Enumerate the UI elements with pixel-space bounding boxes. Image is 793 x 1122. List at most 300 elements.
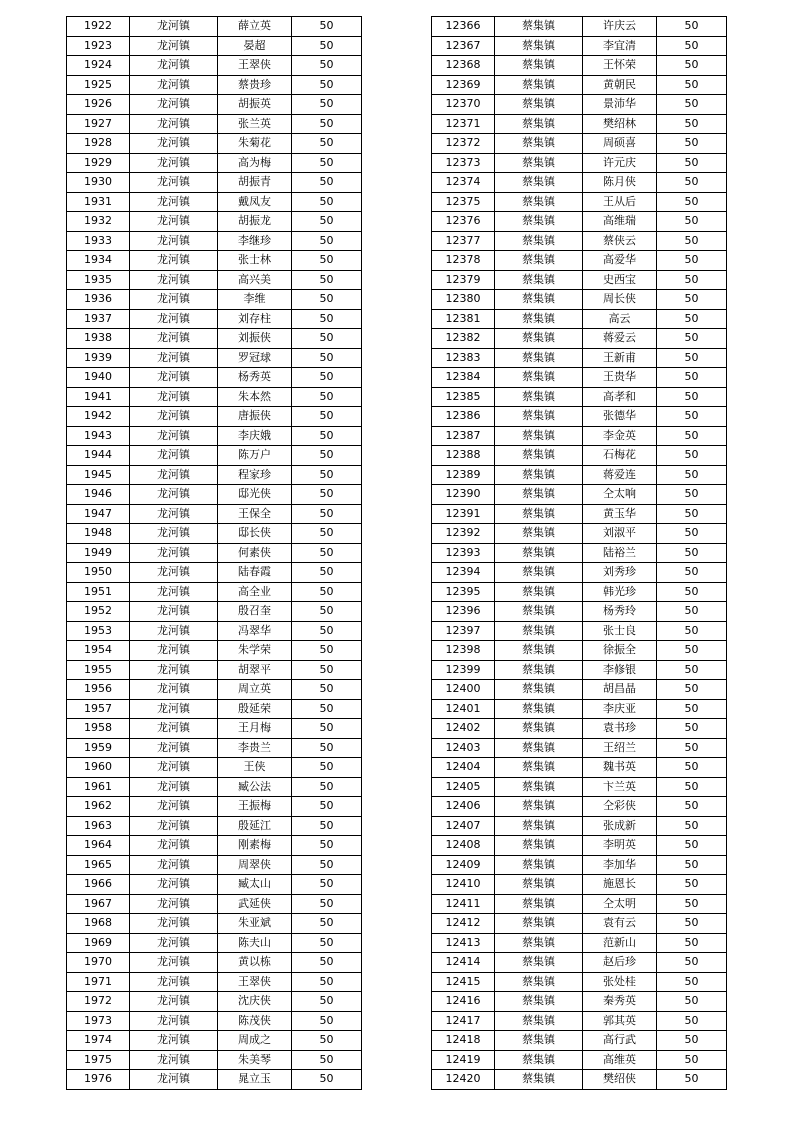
amount-cell: 50 bbox=[657, 212, 727, 232]
serial-number-cell: 12390 bbox=[432, 485, 495, 505]
amount-cell: 50 bbox=[657, 816, 727, 836]
serial-number-cell: 12418 bbox=[432, 1031, 495, 1051]
name-cell: 朱本然 bbox=[218, 387, 292, 407]
town-cell: 蔡集镇 bbox=[495, 1050, 583, 1070]
name-cell: 袁有云 bbox=[583, 914, 657, 934]
amount-cell: 50 bbox=[657, 348, 727, 368]
table-row bbox=[432, 1031, 727, 1051]
name-cell: 张德华 bbox=[583, 407, 657, 427]
serial-number-cell: 1946 bbox=[67, 485, 130, 505]
town-cell: 蔡集镇 bbox=[495, 758, 583, 778]
amount-cell: 50 bbox=[657, 192, 727, 212]
amount-cell: 50 bbox=[657, 933, 727, 953]
amount-cell: 50 bbox=[657, 407, 727, 427]
name-cell: 李加华 bbox=[583, 855, 657, 875]
table-row bbox=[432, 933, 727, 953]
name-cell: 高孝和 bbox=[583, 387, 657, 407]
name-cell: 邸长侠 bbox=[218, 524, 292, 544]
table-row bbox=[67, 1011, 362, 1031]
amount-cell: 50 bbox=[292, 485, 362, 505]
table-row bbox=[432, 290, 727, 310]
amount-cell: 50 bbox=[292, 368, 362, 388]
serial-number-cell: 12386 bbox=[432, 407, 495, 427]
town-cell: 蔡集镇 bbox=[495, 953, 583, 973]
amount-cell: 50 bbox=[657, 1050, 727, 1070]
amount-cell: 50 bbox=[657, 75, 727, 95]
table-row bbox=[67, 231, 362, 251]
name-cell: 施恩长 bbox=[583, 875, 657, 895]
amount-cell: 50 bbox=[657, 231, 727, 251]
name-cell: 高云 bbox=[583, 309, 657, 329]
amount-cell: 50 bbox=[657, 602, 727, 622]
town-cell: 蔡集镇 bbox=[495, 95, 583, 115]
amount-cell: 50 bbox=[292, 75, 362, 95]
town-cell: 龙河镇 bbox=[130, 602, 218, 622]
town-cell: 龙河镇 bbox=[130, 1011, 218, 1031]
table-row bbox=[67, 75, 362, 95]
name-cell: 高全业 bbox=[218, 582, 292, 602]
table-row bbox=[432, 602, 727, 622]
town-cell: 蔡集镇 bbox=[495, 153, 583, 173]
town-cell: 蔡集镇 bbox=[495, 972, 583, 992]
name-cell: 高维瑞 bbox=[583, 212, 657, 232]
table-row bbox=[67, 387, 362, 407]
name-cell: 胡翠平 bbox=[218, 660, 292, 680]
town-cell: 蔡集镇 bbox=[495, 309, 583, 329]
serial-number-cell: 12414 bbox=[432, 953, 495, 973]
serial-number-cell: 1957 bbox=[67, 699, 130, 719]
town-cell: 蔡集镇 bbox=[495, 699, 583, 719]
name-cell: 陈茂侠 bbox=[218, 1011, 292, 1031]
amount-cell: 50 bbox=[292, 680, 362, 700]
amount-cell: 50 bbox=[292, 621, 362, 641]
town-cell: 蔡集镇 bbox=[495, 114, 583, 134]
name-cell: 程家珍 bbox=[218, 465, 292, 485]
amount-cell: 50 bbox=[657, 582, 727, 602]
name-cell: 许庆云 bbox=[583, 17, 657, 37]
table-row bbox=[432, 426, 727, 446]
name-cell: 蔡侠云 bbox=[583, 231, 657, 251]
amount-cell: 50 bbox=[657, 680, 727, 700]
amount-cell: 50 bbox=[292, 992, 362, 1012]
table-row bbox=[432, 758, 727, 778]
town-cell: 龙河镇 bbox=[130, 621, 218, 641]
table-row bbox=[67, 426, 362, 446]
town-cell: 蔡集镇 bbox=[495, 621, 583, 641]
amount-cell: 50 bbox=[292, 563, 362, 583]
serial-number-cell: 1937 bbox=[67, 309, 130, 329]
town-cell: 龙河镇 bbox=[130, 251, 218, 271]
town-cell: 龙河镇 bbox=[130, 719, 218, 739]
name-cell: 张成新 bbox=[583, 816, 657, 836]
amount-cell: 50 bbox=[657, 543, 727, 563]
amount-cell: 50 bbox=[292, 329, 362, 349]
amount-cell: 50 bbox=[292, 797, 362, 817]
name-cell: 殷召奎 bbox=[218, 602, 292, 622]
amount-cell: 50 bbox=[657, 368, 727, 388]
table-row bbox=[67, 875, 362, 895]
amount-cell: 50 bbox=[657, 914, 727, 934]
amount-cell: 50 bbox=[657, 719, 727, 739]
name-cell: 唐振侠 bbox=[218, 407, 292, 427]
serial-number-cell: 1962 bbox=[67, 797, 130, 817]
town-cell: 蔡集镇 bbox=[495, 368, 583, 388]
town-cell: 龙河镇 bbox=[130, 153, 218, 173]
table-row bbox=[67, 309, 362, 329]
serial-number-cell: 1973 bbox=[67, 1011, 130, 1031]
name-cell: 何素侠 bbox=[218, 543, 292, 563]
town-cell: 蔡集镇 bbox=[495, 17, 583, 37]
name-cell: 高为梅 bbox=[218, 153, 292, 173]
serial-number-cell: 1969 bbox=[67, 933, 130, 953]
name-cell: 黄以栋 bbox=[218, 953, 292, 973]
serial-number-cell: 12398 bbox=[432, 641, 495, 661]
town-cell: 龙河镇 bbox=[130, 95, 218, 115]
table-row bbox=[67, 836, 362, 856]
table-row bbox=[432, 1011, 727, 1031]
amount-cell: 50 bbox=[657, 446, 727, 466]
town-cell: 蔡集镇 bbox=[495, 387, 583, 407]
name-cell: 秦秀英 bbox=[583, 992, 657, 1012]
serial-number-cell: 12408 bbox=[432, 836, 495, 856]
serial-number-cell: 12368 bbox=[432, 56, 495, 76]
serial-number-cell: 1942 bbox=[67, 407, 130, 427]
amount-cell: 50 bbox=[292, 914, 362, 934]
town-cell: 蔡集镇 bbox=[495, 992, 583, 1012]
town-cell: 蔡集镇 bbox=[495, 192, 583, 212]
amount-cell: 50 bbox=[292, 777, 362, 797]
table-row bbox=[67, 914, 362, 934]
serial-number-cell: 12401 bbox=[432, 699, 495, 719]
serial-number-cell: 12369 bbox=[432, 75, 495, 95]
table-row bbox=[432, 231, 727, 251]
table-row bbox=[67, 699, 362, 719]
table-row bbox=[432, 36, 727, 56]
table-row bbox=[67, 173, 362, 193]
table-row bbox=[432, 641, 727, 661]
town-cell: 蔡集镇 bbox=[495, 563, 583, 583]
amount-cell: 50 bbox=[292, 114, 362, 134]
town-cell: 蔡集镇 bbox=[495, 56, 583, 76]
town-cell: 蔡集镇 bbox=[495, 524, 583, 544]
serial-number-cell: 12380 bbox=[432, 290, 495, 310]
serial-number-cell: 1950 bbox=[67, 563, 130, 583]
amount-cell: 50 bbox=[292, 270, 362, 290]
town-cell: 龙河镇 bbox=[130, 992, 218, 1012]
name-cell: 刚素梅 bbox=[218, 836, 292, 856]
town-cell: 蔡集镇 bbox=[495, 1011, 583, 1031]
table-row bbox=[67, 641, 362, 661]
town-cell: 龙河镇 bbox=[130, 543, 218, 563]
table-row bbox=[432, 212, 727, 232]
table-row bbox=[432, 153, 727, 173]
serial-number-cell: 12396 bbox=[432, 602, 495, 622]
name-cell: 杨秀玲 bbox=[583, 602, 657, 622]
amount-cell: 50 bbox=[657, 953, 727, 973]
town-cell: 龙河镇 bbox=[130, 582, 218, 602]
serial-number-cell: 1963 bbox=[67, 816, 130, 836]
table-row bbox=[67, 1070, 362, 1090]
amount-cell: 50 bbox=[657, 797, 727, 817]
serial-number-cell: 12383 bbox=[432, 348, 495, 368]
serial-number-cell: 12379 bbox=[432, 270, 495, 290]
name-cell: 李金英 bbox=[583, 426, 657, 446]
amount-cell: 50 bbox=[292, 465, 362, 485]
name-cell: 臧太山 bbox=[218, 875, 292, 895]
amount-cell: 50 bbox=[657, 621, 727, 641]
name-cell: 李修银 bbox=[583, 660, 657, 680]
town-cell: 龙河镇 bbox=[130, 563, 218, 583]
name-cell: 王月梅 bbox=[218, 719, 292, 739]
town-cell: 蔡集镇 bbox=[495, 329, 583, 349]
town-cell: 龙河镇 bbox=[130, 524, 218, 544]
amount-cell: 50 bbox=[292, 836, 362, 856]
town-cell: 龙河镇 bbox=[130, 465, 218, 485]
name-cell: 郭其英 bbox=[583, 1011, 657, 1031]
table-row bbox=[67, 95, 362, 115]
serial-number-cell: 12405 bbox=[432, 777, 495, 797]
serial-number-cell: 12388 bbox=[432, 446, 495, 466]
name-cell: 朱菊花 bbox=[218, 134, 292, 154]
table-row bbox=[67, 485, 362, 505]
amount-cell: 50 bbox=[292, 134, 362, 154]
town-cell: 龙河镇 bbox=[130, 407, 218, 427]
table-row bbox=[67, 290, 362, 310]
table-row bbox=[67, 953, 362, 973]
name-cell: 戴凤友 bbox=[218, 192, 292, 212]
town-cell: 蔡集镇 bbox=[495, 777, 583, 797]
name-cell: 陆春霞 bbox=[218, 563, 292, 583]
serial-number-cell: 1931 bbox=[67, 192, 130, 212]
amount-cell: 50 bbox=[657, 153, 727, 173]
town-cell: 龙河镇 bbox=[130, 894, 218, 914]
name-cell: 王绍兰 bbox=[583, 738, 657, 758]
amount-cell: 50 bbox=[292, 1050, 362, 1070]
name-cell: 胡振青 bbox=[218, 173, 292, 193]
town-cell: 蔡集镇 bbox=[495, 290, 583, 310]
serial-number-cell: 12371 bbox=[432, 114, 495, 134]
serial-number-cell: 12370 bbox=[432, 95, 495, 115]
table-row bbox=[67, 17, 362, 37]
table-row bbox=[67, 36, 362, 56]
amount-cell: 50 bbox=[657, 660, 727, 680]
town-cell: 龙河镇 bbox=[130, 816, 218, 836]
name-cell: 殷延江 bbox=[218, 816, 292, 836]
town-cell: 龙河镇 bbox=[130, 270, 218, 290]
amount-cell: 50 bbox=[292, 972, 362, 992]
table-row bbox=[67, 933, 362, 953]
serial-number-cell: 12375 bbox=[432, 192, 495, 212]
table-row bbox=[432, 134, 727, 154]
table-row bbox=[67, 816, 362, 836]
serial-number-cell: 1934 bbox=[67, 251, 130, 271]
serial-number-cell: 12420 bbox=[432, 1070, 495, 1090]
table-row bbox=[67, 1050, 362, 1070]
serial-number-cell: 1951 bbox=[67, 582, 130, 602]
table-row bbox=[432, 1050, 727, 1070]
amount-cell: 50 bbox=[657, 894, 727, 914]
town-cell: 龙河镇 bbox=[130, 17, 218, 37]
amount-cell: 50 bbox=[657, 836, 727, 856]
amount-cell: 50 bbox=[292, 309, 362, 329]
serial-number-cell: 1939 bbox=[67, 348, 130, 368]
table-row bbox=[432, 621, 727, 641]
table-row bbox=[67, 797, 362, 817]
table-row bbox=[432, 387, 727, 407]
table-row bbox=[432, 485, 727, 505]
serial-number-cell: 12397 bbox=[432, 621, 495, 641]
serial-number-cell: 1970 bbox=[67, 953, 130, 973]
serial-number-cell: 1932 bbox=[67, 212, 130, 232]
serial-number-cell: 12419 bbox=[432, 1050, 495, 1070]
town-cell: 龙河镇 bbox=[130, 36, 218, 56]
serial-number-cell: 12374 bbox=[432, 173, 495, 193]
serial-number-cell: 1953 bbox=[67, 621, 130, 641]
serial-number-cell: 12395 bbox=[432, 582, 495, 602]
amount-cell: 50 bbox=[657, 329, 727, 349]
town-cell: 龙河镇 bbox=[130, 212, 218, 232]
town-cell: 龙河镇 bbox=[130, 699, 218, 719]
town-cell: 蔡集镇 bbox=[495, 836, 583, 856]
serial-number-cell: 1949 bbox=[67, 543, 130, 563]
name-cell: 王翠侠 bbox=[218, 972, 292, 992]
amount-cell: 50 bbox=[292, 855, 362, 875]
serial-number-cell: 1930 bbox=[67, 173, 130, 193]
amount-cell: 50 bbox=[657, 95, 727, 115]
town-cell: 蔡集镇 bbox=[495, 407, 583, 427]
serial-number-cell: 12381 bbox=[432, 309, 495, 329]
name-cell: 殷延荣 bbox=[218, 699, 292, 719]
serial-number-cell: 1922 bbox=[67, 17, 130, 37]
amount-cell: 50 bbox=[292, 738, 362, 758]
name-cell: 刘存柱 bbox=[218, 309, 292, 329]
serial-number-cell: 1975 bbox=[67, 1050, 130, 1070]
table-row bbox=[67, 368, 362, 388]
town-cell: 龙河镇 bbox=[130, 933, 218, 953]
town-cell: 龙河镇 bbox=[130, 446, 218, 466]
name-cell: 樊绍侠 bbox=[583, 1070, 657, 1090]
table-row bbox=[67, 777, 362, 797]
table-row bbox=[432, 465, 727, 485]
town-cell: 蔡集镇 bbox=[495, 75, 583, 95]
table-row bbox=[67, 894, 362, 914]
serial-number-cell: 1960 bbox=[67, 758, 130, 778]
table-row bbox=[67, 446, 362, 466]
amount-cell: 50 bbox=[657, 563, 727, 583]
left-table bbox=[66, 16, 362, 1090]
name-cell: 张处桂 bbox=[583, 972, 657, 992]
town-cell: 蔡集镇 bbox=[495, 660, 583, 680]
serial-number-cell: 1927 bbox=[67, 114, 130, 134]
name-cell: 王侠 bbox=[218, 758, 292, 778]
serial-number-cell: 1974 bbox=[67, 1031, 130, 1051]
amount-cell: 50 bbox=[657, 504, 727, 524]
table-row bbox=[432, 524, 727, 544]
serial-number-cell: 1955 bbox=[67, 660, 130, 680]
name-cell: 王新甫 bbox=[583, 348, 657, 368]
serial-number-cell: 12412 bbox=[432, 914, 495, 934]
amount-cell: 50 bbox=[657, 641, 727, 661]
name-cell: 李庆亚 bbox=[583, 699, 657, 719]
town-cell: 龙河镇 bbox=[130, 680, 218, 700]
name-cell: 王从后 bbox=[583, 192, 657, 212]
amount-cell: 50 bbox=[292, 446, 362, 466]
amount-cell: 50 bbox=[657, 426, 727, 446]
serial-number-cell: 12387 bbox=[432, 426, 495, 446]
serial-number-cell: 1945 bbox=[67, 465, 130, 485]
town-cell: 龙河镇 bbox=[130, 641, 218, 661]
table-row bbox=[67, 134, 362, 154]
town-cell: 龙河镇 bbox=[130, 134, 218, 154]
name-cell: 高维英 bbox=[583, 1050, 657, 1070]
serial-number-cell: 12417 bbox=[432, 1011, 495, 1031]
serial-number-cell: 12373 bbox=[432, 153, 495, 173]
serial-number-cell: 1958 bbox=[67, 719, 130, 739]
amount-cell: 50 bbox=[292, 660, 362, 680]
name-cell: 黄玉华 bbox=[583, 504, 657, 524]
serial-number-cell: 1972 bbox=[67, 992, 130, 1012]
table-row bbox=[67, 56, 362, 76]
name-cell: 范新山 bbox=[583, 933, 657, 953]
serial-number-cell: 1929 bbox=[67, 153, 130, 173]
name-cell: 黄朝民 bbox=[583, 75, 657, 95]
name-cell: 仝彩侠 bbox=[583, 797, 657, 817]
town-cell: 蔡集镇 bbox=[495, 231, 583, 251]
town-cell: 龙河镇 bbox=[130, 836, 218, 856]
amount-cell: 50 bbox=[657, 270, 727, 290]
name-cell: 高行武 bbox=[583, 1031, 657, 1051]
table-row bbox=[67, 582, 362, 602]
table-row bbox=[67, 251, 362, 271]
table-row bbox=[67, 602, 362, 622]
amount-cell: 50 bbox=[657, 251, 727, 271]
name-cell: 李宜清 bbox=[583, 36, 657, 56]
serial-number-cell: 12416 bbox=[432, 992, 495, 1012]
amount-cell: 50 bbox=[657, 485, 727, 505]
name-cell: 刘秀珍 bbox=[583, 563, 657, 583]
table-row bbox=[432, 543, 727, 563]
town-cell: 蔡集镇 bbox=[495, 894, 583, 914]
town-cell: 蔡集镇 bbox=[495, 680, 583, 700]
name-cell: 李继珍 bbox=[218, 231, 292, 251]
serial-number-cell: 12389 bbox=[432, 465, 495, 485]
town-cell: 蔡集镇 bbox=[495, 36, 583, 56]
amount-cell: 50 bbox=[292, 953, 362, 973]
amount-cell: 50 bbox=[292, 504, 362, 524]
town-cell: 蔡集镇 bbox=[495, 134, 583, 154]
amount-cell: 50 bbox=[292, 641, 362, 661]
amount-cell: 50 bbox=[657, 387, 727, 407]
amount-cell: 50 bbox=[657, 524, 727, 544]
table-row bbox=[432, 17, 727, 37]
table-row bbox=[432, 56, 727, 76]
serial-number-cell: 1935 bbox=[67, 270, 130, 290]
serial-number-cell: 1968 bbox=[67, 914, 130, 934]
serial-number-cell: 1926 bbox=[67, 95, 130, 115]
name-cell: 刘淑平 bbox=[583, 524, 657, 544]
table-row bbox=[432, 660, 727, 680]
table-row bbox=[67, 407, 362, 427]
name-cell: 韩光珍 bbox=[583, 582, 657, 602]
table-row bbox=[67, 738, 362, 758]
serial-number-cell: 12404 bbox=[432, 758, 495, 778]
town-cell: 蔡集镇 bbox=[495, 446, 583, 466]
serial-number-cell: 12394 bbox=[432, 563, 495, 583]
town-cell: 龙河镇 bbox=[130, 485, 218, 505]
serial-number-cell: 1954 bbox=[67, 641, 130, 661]
serial-number-cell: 1925 bbox=[67, 75, 130, 95]
serial-number-cell: 12392 bbox=[432, 524, 495, 544]
